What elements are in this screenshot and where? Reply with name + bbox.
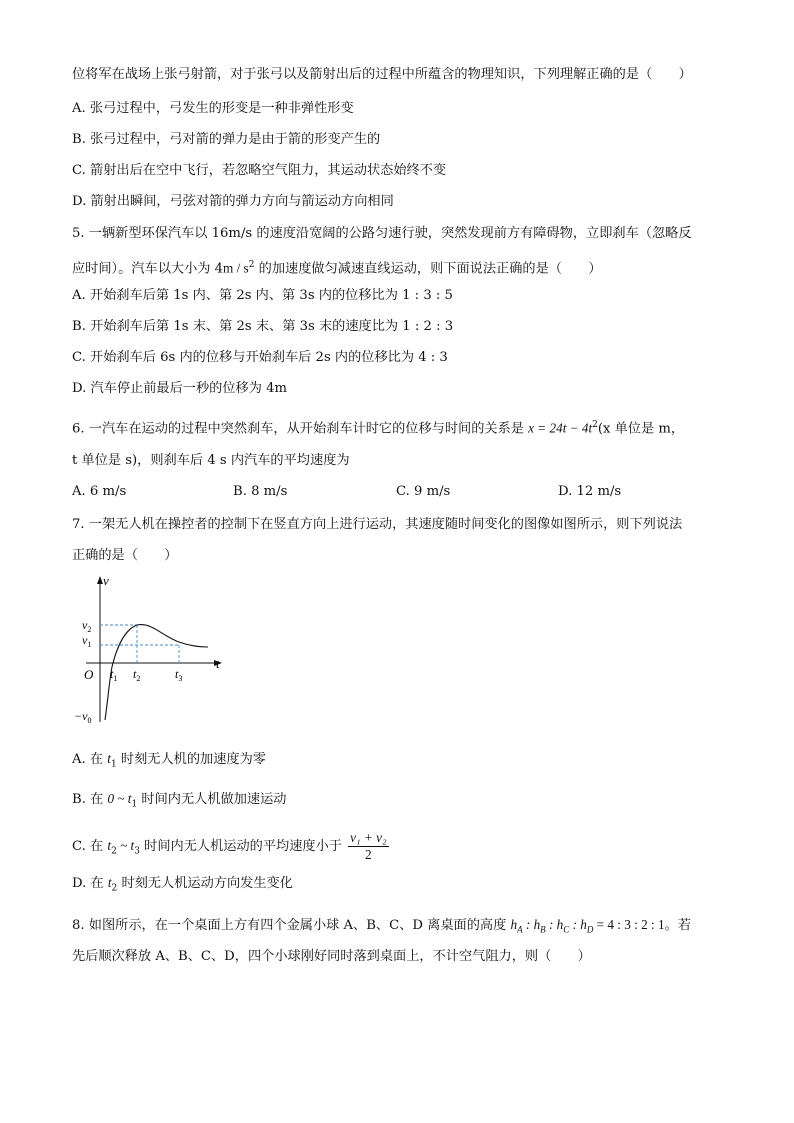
q7-stem-line1: 7. 一架无人机在操控者的控制下在竖直方向上进行运动，其速度随时间变化的图像如图所示，则下列说法 <box>72 517 683 532</box>
q6-stem-line2: t 单位是 s)，则刹车后 4 s 内汽车的平均速度为 <box>72 453 350 468</box>
t3-label: $t_3$ <box>175 667 183 683</box>
q7-b-interval: 0 ~ t <box>107 791 132 806</box>
q7-a-post: 时刻无人机的加速度为零 <box>116 752 266 767</box>
q7-d-post: 时刻无人机运动方向发生变化 <box>117 876 293 891</box>
q7-option-a: A. 在 $t_1$ 时刻无人机的加速度为零 <box>72 751 266 770</box>
q6-line1-post: (x 单位是 m， <box>597 421 685 437</box>
q7-b-post: 时间内无人机做加速运动 <box>137 792 287 807</box>
q7-a-pre: A. 在 <box>72 752 108 767</box>
q5-option-a: A. 开始刹车后第 1s 内、第 2s 内、第 3s 内的位移比为 1 : 3 : 5 <box>72 288 453 303</box>
neg-v0-label: $-v_0$ <box>74 709 92 725</box>
q8-stem-line2: 先后顺次释放 A、B、C、D，四个小球刚好同时落到桌面上，不计空气阻力，则（ ） <box>72 949 591 964</box>
origin-label: O <box>84 667 94 682</box>
q7-d-t2: t <box>107 875 112 890</box>
q4-option-c: C. 箭射出后在空中飞行，若忽略空气阻力，其运动状态始终不变 <box>72 163 447 178</box>
q5-accel-unit: m / s <box>223 260 249 276</box>
q8-height-ratio: $h_A$ : $h_B$ : $h_C$ : $h_D = 4$ : 3 : 2 : 1 <box>510 917 665 935</box>
q7-option-b: B. 在 0 ~ $t_1$ 时间内无人机做加速运动 <box>72 791 287 810</box>
v2-label: $v_2$ <box>82 618 92 634</box>
q7-option-d: D. 在 $t_2$ 时刻无人机运动方向发生变化 <box>72 875 293 894</box>
q5-line2-post: 的加速度做匀减速直线运动，则下面说法正确的是（ ） <box>254 261 602 277</box>
q6-option-b: B. 8 m/s <box>233 484 288 499</box>
q6-formula: x = 24t − 4t <box>528 420 593 436</box>
q4-option-b: B. 张弓过程中，弓对箭的弹力是由于箭的形变产生的 <box>72 132 381 147</box>
q7-c-t3: ~ t <box>116 838 135 853</box>
velocity-curve <box>105 625 208 720</box>
q7-a-t1: t <box>107 751 111 766</box>
q7-c-pre: C. 在 <box>72 839 108 854</box>
q7-vt-graph <box>72 572 232 732</box>
q8-line1-post: 。若 <box>664 918 691 933</box>
q7-c-numerator: v₁ + v₂ <box>350 830 387 845</box>
q6-line1-pre: 6. 一汽车在运动的过程中突然刹车，从开始刹车计时它的位移与时间的关系是 <box>72 421 529 437</box>
q6-option-c: C. 9 m/s <box>396 484 451 499</box>
q5-stem-line1: 5. 一辆新型环保汽车以 16m/s 的速度沿宽阔的公路匀速行驶，突然发现前方有障碍物，立即刹车（忽略反 <box>72 226 692 241</box>
v1-label: $v_1$ <box>82 633 92 649</box>
q5-option-d: D. 汽车停止前最后一秒的位移为 4m <box>72 381 288 396</box>
q8-stem-line1 <box>72 916 691 939</box>
q8-line1-pre: 8. 如图所示，在一个桌面上方有四个金属小球 A、B、C、D 离桌面的高度 <box>72 918 511 933</box>
q7-c-t2: t <box>107 838 112 853</box>
t2-label: $t_2$ <box>133 667 141 683</box>
q5-line2-pre: 应时间）。汽车以大小为 4 <box>72 261 224 277</box>
y-axis-label: v <box>103 573 109 588</box>
q4-stem: 位将军在战场上张弓射箭，对于张弓以及箭射出后的过程中所蕴含的物理知识，下列理解正确的是（ ） <box>72 67 692 82</box>
q7-c-post: 时间内无人机运动的平均速度小于 <box>139 839 342 854</box>
q4-option-a: A. 张弓过程中，弓发生的形变是一种非弹性形变 <box>72 101 354 116</box>
q7-c-denominator: 2 <box>365 847 372 862</box>
t1-label: $t_1$ <box>110 667 118 683</box>
q7-stem-line2: 正确的是（ ） <box>72 548 178 563</box>
q7-d-pre: D. 在 <box>72 876 108 891</box>
q5-option-b: B. 开始刹车后第 1s 末、第 2s 末、第 3s 末的速度比为 1 : 2 : 3 <box>72 319 454 334</box>
q7-b-pre: B. 在 <box>72 792 108 807</box>
q6-stem-line1: 6. 一汽车在运动的过程中突然刹车，从开始刹车计时它的位移与时间的关系是 $x = 24t - 4t^2(x$ 单位是 m， <box>72 420 685 437</box>
q7-c-fraction <box>348 830 388 863</box>
q7-option-c: C. 在 $t_2$ ~ $t_3$ 时间内无人机运动的平均速度小于 $\frac{\text{v₁ + v₂}}{2}$ <box>72 830 387 862</box>
q5-stem-line2: 应时间）。汽车以大小为 $4m / s^2$ 的加速度做匀减速直线运动，则下面说法正确的是（ ） <box>72 260 602 277</box>
q6-option-d: D. 12 m/s <box>558 484 622 499</box>
q4-option-d: D. 箭射出瞬间，弓弦对箭的弹力方向与箭运动方向相同 <box>72 194 394 209</box>
q6-option-a: A. 6 m/s <box>72 484 127 499</box>
q5-option-c: C. 开始刹车后 6s 内的位移与开始刹车后 2s 内的位移比为 4 : 3 <box>72 350 448 365</box>
x-axis-label: t <box>216 656 220 671</box>
